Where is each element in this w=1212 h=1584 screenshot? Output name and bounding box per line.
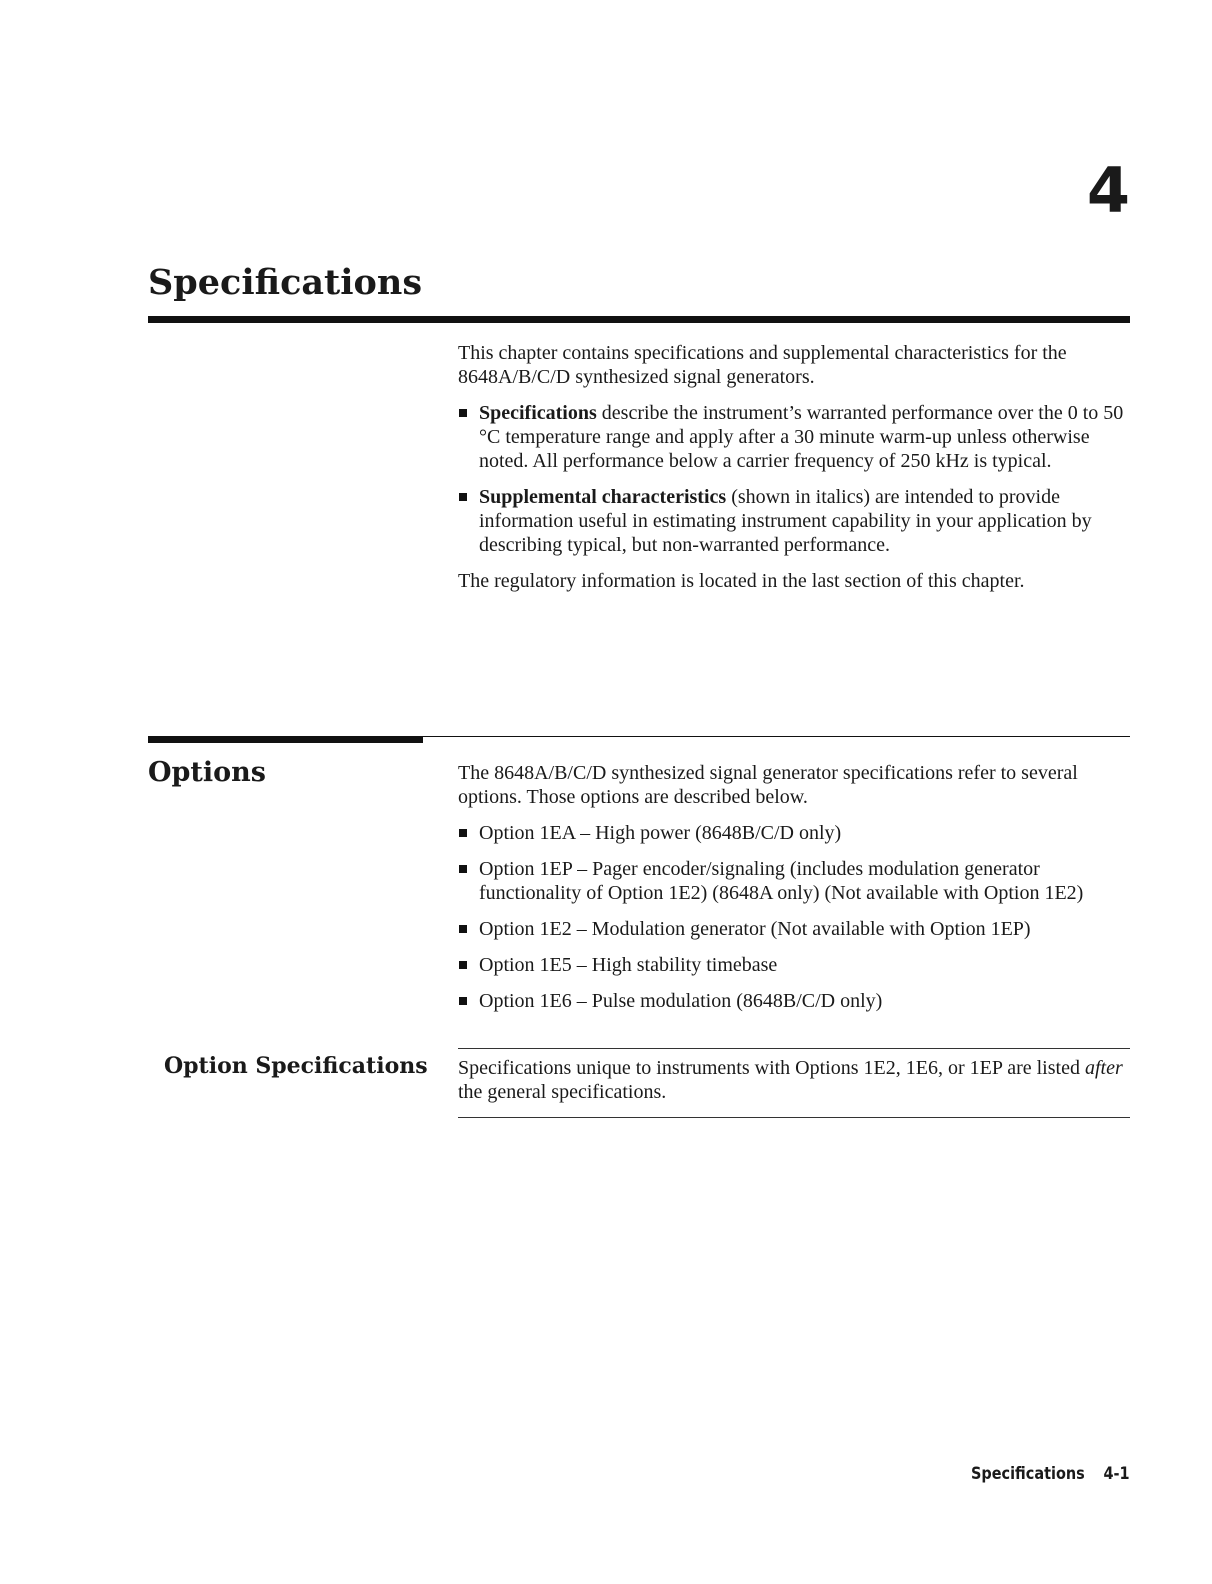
- option-text: Option 1E6 – Pulse modulation (8648B/C/D only): [479, 990, 883, 1012]
- option-text: Option 1EP – Pager encoder/signaling (includes modulation generator functionality of Option 1E2) (8648A only) (Not available with Option 1E2): [479, 858, 1084, 904]
- bullet-text: describe the instrument’s warranted performance over the 0 to 50 °C temperature range and apply after a 30 minute warm-up unless otherwise noted. All performance below a carrier frequency of 250 kHz is typical.: [479, 402, 1124, 472]
- optspec-text-after: the general specifications.: [458, 1081, 667, 1103]
- list-item: [458, 401, 1130, 473]
- chapter-title: Specifications: [148, 262, 423, 303]
- bullet-square-icon: [459, 409, 467, 417]
- options-list: [458, 821, 1130, 1013]
- subsection-rule-top: [458, 1048, 1130, 1049]
- option-specifications-paragraph: [458, 1056, 1130, 1104]
- options-paragraph: The 8648A/B/C/D synthesized signal generator specifications refer to several options. Those options are described below.: [458, 762, 1078, 808]
- list-item: [458, 989, 1130, 1013]
- list-item: [458, 821, 1130, 845]
- list-item: [458, 857, 1130, 905]
- bullet-square-icon: [459, 997, 467, 1005]
- option-specifications-heading: Option Specifications: [164, 1053, 428, 1079]
- bullet-square-icon: [459, 829, 467, 837]
- bullet-square-icon: [459, 961, 467, 969]
- footer-section-name: Specifications: [971, 1464, 1086, 1484]
- chapter-rule: [148, 316, 1130, 323]
- bullet-text: (shown in italics) are intended to provide information useful in estimating instrument capability in your application by describing typical, but non-warranted performance.: [479, 486, 1092, 556]
- section-rule-thin: [423, 736, 1130, 737]
- intro-section: [458, 341, 1130, 605]
- intro-paragraph: This chapter contains specifications and supplemental characteristics for the 8648A/B/C/D synthesized signal generators.: [458, 342, 1067, 388]
- page-number: 4-1: [1103, 1464, 1130, 1484]
- option-specifications-section: [458, 1056, 1130, 1116]
- optspec-text-before: Specifications unique to instruments with Options 1E2, 1E6, or 1EP are listed: [458, 1057, 1085, 1079]
- list-item: [458, 485, 1130, 557]
- intro-bullet-list: [458, 401, 1130, 557]
- bullet-square-icon: [459, 865, 467, 873]
- section-rule-thick: [148, 736, 423, 743]
- option-text: Option 1E5 – High stability timebase: [479, 954, 778, 976]
- chapter-number: 4: [1086, 154, 1130, 227]
- optspec-emphasis: after: [1084, 1057, 1123, 1079]
- bullet-term: Specifications: [479, 402, 597, 424]
- subsection-rule-bottom: [458, 1117, 1130, 1118]
- bullet-square-icon: [459, 925, 467, 933]
- bullet-square-icon: [459, 493, 467, 501]
- page-footer: [971, 1464, 1130, 1484]
- list-item: [458, 917, 1130, 941]
- list-item: [458, 953, 1130, 977]
- options-section: [458, 761, 1130, 1025]
- regulatory-paragraph: The regulatory information is located in the last section of this chapter.: [458, 570, 1025, 592]
- bullet-term: Supplemental characteristics: [479, 486, 727, 508]
- option-text: Option 1EA – High power (8648B/C/D only): [479, 822, 842, 844]
- option-text: Option 1E2 – Modulation generator (Not available with Option 1EP): [479, 918, 1031, 940]
- options-heading: Options: [148, 757, 266, 788]
